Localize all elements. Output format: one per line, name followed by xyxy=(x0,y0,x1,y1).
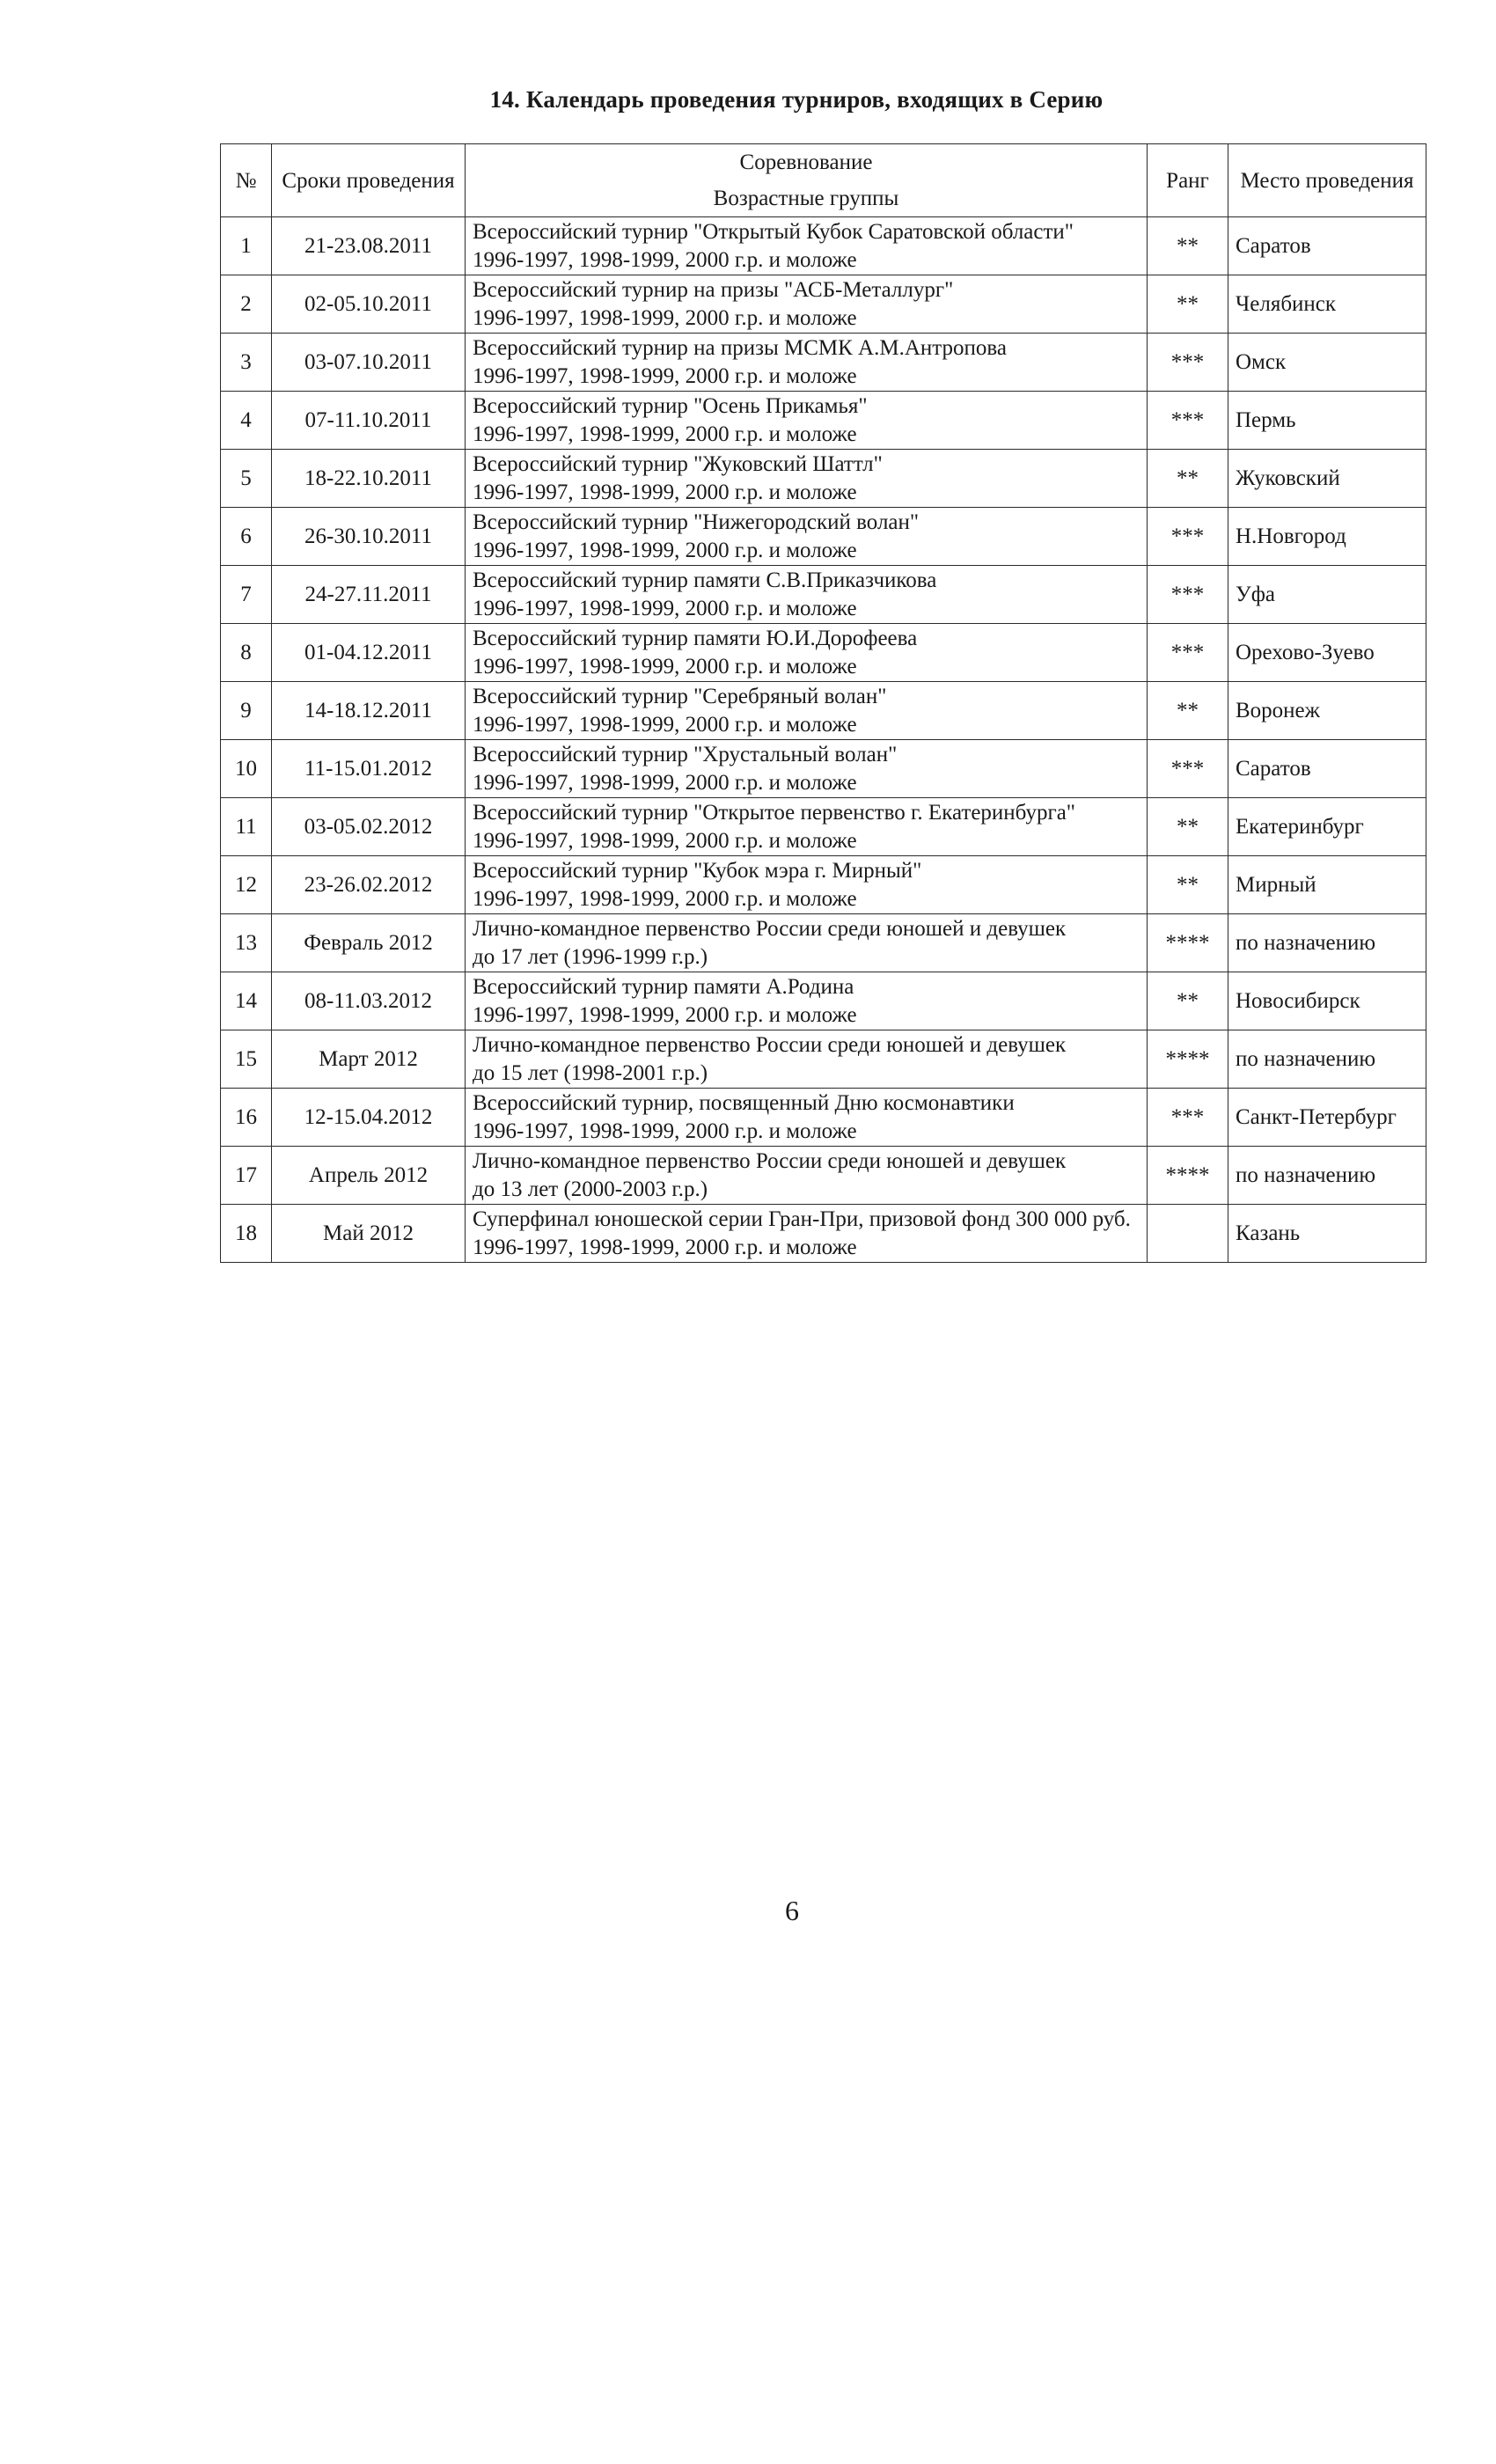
table-row xyxy=(221,1205,1426,1263)
row-competition xyxy=(466,856,1148,914)
competition-name: Всероссийский турнир памяти С.В.Приказчикова xyxy=(473,568,937,592)
row-number: 14 xyxy=(221,972,272,1030)
table-row xyxy=(221,1030,1426,1089)
row-competition xyxy=(466,1205,1148,1263)
row-rank: ** xyxy=(1148,217,1228,275)
competition-age-groups: 1996-1997, 1998-1999, 2000 г.р. и моложе xyxy=(473,597,857,620)
row-competition xyxy=(466,798,1148,856)
competition-age-groups: 1996-1997, 1998-1999, 2000 г.р. и моложе xyxy=(473,1119,857,1143)
table-row xyxy=(221,972,1426,1030)
row-competition xyxy=(466,624,1148,682)
table-row xyxy=(221,217,1426,275)
row-place: Пермь xyxy=(1228,392,1426,450)
header-age-groups-label: Возрастные группы xyxy=(713,187,899,210)
row-number: 3 xyxy=(221,334,272,392)
row-rank: ** xyxy=(1148,275,1228,334)
competition-name: Лично-командное первенство России среди юношей и девушек xyxy=(473,1033,1067,1057)
row-rank: *** xyxy=(1148,740,1228,798)
competition-name: Всероссийский турнир, посвященный Дню космонавтики xyxy=(473,1091,1015,1115)
row-place: по назначению xyxy=(1228,1030,1426,1089)
row-number: 10 xyxy=(221,740,272,798)
competition-name: Всероссийский турнир "Открытый Кубок Саратовской области" xyxy=(473,220,1074,244)
row-place: Новосибирск xyxy=(1228,972,1426,1030)
row-rank: ** xyxy=(1148,798,1228,856)
row-number: 2 xyxy=(221,275,272,334)
row-rank: ** xyxy=(1148,856,1228,914)
row-number: 12 xyxy=(221,856,272,914)
row-competition xyxy=(466,1089,1148,1147)
row-rank: *** xyxy=(1148,566,1228,624)
table-row xyxy=(221,624,1426,682)
row-place: Казань xyxy=(1228,1205,1426,1263)
competition-name: Всероссийский турнир на призы "АСБ-Металлург" xyxy=(473,278,954,302)
row-place: по назначению xyxy=(1228,1147,1426,1205)
competition-age-groups: 1996-1997, 1998-1999, 2000 г.р. и моложе xyxy=(473,306,857,330)
header-competition xyxy=(466,144,1148,217)
competition-name: Всероссийский турнир на призы МСМК А.М.Антропова xyxy=(473,336,1007,360)
row-dates: 07-11.10.2011 xyxy=(272,392,466,450)
competition-name: Всероссийский турнир "Открытое первенство г. Екатеринбурга" xyxy=(473,801,1076,825)
row-rank: *** xyxy=(1148,334,1228,392)
row-dates: Февраль 2012 xyxy=(272,914,466,972)
competition-name: Всероссийский турнир "Нижегородский волан" xyxy=(473,510,920,534)
row-number: 17 xyxy=(221,1147,272,1205)
row-competition xyxy=(466,392,1148,450)
row-rank: ** xyxy=(1148,682,1228,740)
row-place: Уфа xyxy=(1228,566,1426,624)
row-number: 13 xyxy=(221,914,272,972)
header-dates: Сроки проведения xyxy=(272,144,466,217)
competition-age-groups: 1996-1997, 1998-1999, 2000 г.р. и моложе xyxy=(473,655,857,678)
row-dates: 18-22.10.2011 xyxy=(272,450,466,508)
competition-name: Всероссийский турнир "Жуковский Шаттл" xyxy=(473,452,883,476)
row-place: Орехово-Зуево xyxy=(1228,624,1426,682)
row-place: Саратов xyxy=(1228,217,1426,275)
row-number: 6 xyxy=(221,508,272,566)
competition-age-groups: 1996-1997, 1998-1999, 2000 г.р. и моложе xyxy=(473,713,857,737)
row-number: 9 xyxy=(221,682,272,740)
competition-name: Всероссийский турнир "Кубок мэра г. Мирный" xyxy=(473,859,922,883)
row-dates: 01-04.12.2011 xyxy=(272,624,466,682)
row-rank: **** xyxy=(1148,914,1228,972)
row-competition xyxy=(466,682,1148,740)
row-dates: 03-05.02.2012 xyxy=(272,798,466,856)
row-place: Екатеринбург xyxy=(1228,798,1426,856)
row-place: Мирный xyxy=(1228,856,1426,914)
row-dates: 14-18.12.2011 xyxy=(272,682,466,740)
page-number: 6 xyxy=(785,1895,799,1926)
competition-age-groups: 1996-1997, 1998-1999, 2000 г.р. и моложе xyxy=(473,829,857,853)
table-row xyxy=(221,914,1426,972)
tournament-calendar-table xyxy=(220,143,1426,1263)
row-number: 4 xyxy=(221,392,272,450)
row-rank: ** xyxy=(1148,450,1228,508)
row-competition xyxy=(466,334,1148,392)
row-place: Н.Новгород xyxy=(1228,508,1426,566)
table-row xyxy=(221,682,1426,740)
row-competition xyxy=(466,1147,1148,1205)
competition-name: Всероссийский турнир "Серебряный волан" xyxy=(473,685,887,708)
row-dates: Май 2012 xyxy=(272,1205,466,1263)
row-number: 18 xyxy=(221,1205,272,1263)
competition-name: Всероссийский турнир "Осень Прикамья" xyxy=(473,394,868,418)
row-dates: 23-26.02.2012 xyxy=(272,856,466,914)
row-rank: **** xyxy=(1148,1030,1228,1089)
table-row xyxy=(221,798,1426,856)
competition-age-groups: 1996-1997, 1998-1999, 2000 г.р. и моложе xyxy=(473,422,857,446)
row-dates: 11-15.01.2012 xyxy=(272,740,466,798)
table-row xyxy=(221,1147,1426,1205)
row-rank: **** xyxy=(1148,1147,1228,1205)
row-dates: 24-27.11.2011 xyxy=(272,566,466,624)
table-row xyxy=(221,1089,1426,1147)
table-row xyxy=(221,450,1426,508)
row-place: Омск xyxy=(1228,334,1426,392)
table-body xyxy=(221,217,1426,1263)
row-competition xyxy=(466,914,1148,972)
competition-name: Суперфинал юношеской серии Гран-При, призовой фонд 300 000 руб. xyxy=(473,1207,1131,1231)
row-competition xyxy=(466,1030,1148,1089)
competition-age-groups: 1996-1997, 1998-1999, 2000 г.р. и моложе xyxy=(473,887,857,911)
row-place: Воронеж xyxy=(1228,682,1426,740)
competition-name: Лично-командное первенство России среди юношей и девушек xyxy=(473,1149,1067,1173)
header-num: № xyxy=(221,144,272,217)
competition-age-groups: до 15 лет (1998-2001 г.р.) xyxy=(473,1061,708,1085)
row-number: 5 xyxy=(221,450,272,508)
row-competition xyxy=(466,972,1148,1030)
table-row xyxy=(221,566,1426,624)
row-number: 1 xyxy=(221,217,272,275)
row-place: Челябинск xyxy=(1228,275,1426,334)
competition-age-groups: 1996-1997, 1998-1999, 2000 г.р. и моложе xyxy=(473,771,857,795)
row-competition xyxy=(466,740,1148,798)
row-place: Саратов xyxy=(1228,740,1426,798)
competition-name: Лично-командное первенство России среди юношей и девушек xyxy=(473,917,1067,941)
competition-age-groups: 1996-1997, 1998-1999, 2000 г.р. и моложе xyxy=(473,1003,857,1027)
table-header-row xyxy=(221,144,1426,217)
row-dates: 08-11.03.2012 xyxy=(272,972,466,1030)
table-row xyxy=(221,508,1426,566)
row-competition xyxy=(466,508,1148,566)
table-row xyxy=(221,392,1426,450)
row-rank: *** xyxy=(1148,508,1228,566)
row-dates: 12-15.04.2012 xyxy=(272,1089,466,1147)
competition-age-groups: 1996-1997, 1998-1999, 2000 г.р. и моложе xyxy=(473,364,857,388)
competition-age-groups: 1996-1997, 1998-1999, 2000 г.р. и моложе xyxy=(473,1236,857,1259)
competition-age-groups: 1996-1997, 1998-1999, 2000 г.р. и моложе xyxy=(473,480,857,504)
document-title: 14. Календарь проведения турниров, входящих в Серию xyxy=(489,86,1104,113)
row-dates: Апрель 2012 xyxy=(272,1147,466,1205)
header-competition-label: Соревнование xyxy=(739,150,873,174)
row-dates: Март 2012 xyxy=(272,1030,466,1089)
row-place: Санкт-Петербург xyxy=(1228,1089,1426,1147)
row-number: 16 xyxy=(221,1089,272,1147)
row-place: по назначению xyxy=(1228,914,1426,972)
row-dates: 02-05.10.2011 xyxy=(272,275,466,334)
row-rank: *** xyxy=(1148,392,1228,450)
row-rank xyxy=(1148,1205,1228,1263)
row-competition xyxy=(466,275,1148,334)
table-row xyxy=(221,334,1426,392)
row-dates: 26-30.10.2011 xyxy=(272,508,466,566)
row-competition xyxy=(466,566,1148,624)
row-rank: ** xyxy=(1148,972,1228,1030)
row-number: 11 xyxy=(221,798,272,856)
table-row xyxy=(221,856,1426,914)
row-competition xyxy=(466,217,1148,275)
row-dates: 03-07.10.2011 xyxy=(272,334,466,392)
row-rank: *** xyxy=(1148,624,1228,682)
competition-age-groups: 1996-1997, 1998-1999, 2000 г.р. и моложе xyxy=(473,539,857,562)
table-row xyxy=(221,275,1426,334)
header-rank: Ранг xyxy=(1148,144,1228,217)
competition-age-groups: до 13 лет (2000-2003 г.р.) xyxy=(473,1177,708,1201)
competition-name: Всероссийский турнир "Хрустальный волан" xyxy=(473,743,898,766)
competition-age-groups: 1996-1997, 1998-1999, 2000 г.р. и моложе xyxy=(473,248,857,272)
row-number: 15 xyxy=(221,1030,272,1089)
competition-age-groups: до 17 лет (1996-1999 г.р.) xyxy=(473,945,708,969)
row-number: 8 xyxy=(221,624,272,682)
row-place: Жуковский xyxy=(1228,450,1426,508)
row-competition xyxy=(466,450,1148,508)
competition-name: Всероссийский турнир памяти Ю.И.Дорофеева xyxy=(473,627,918,650)
competition-name: Всероссийский турнир памяти А.Родина xyxy=(473,975,854,999)
header-place: Место проведения xyxy=(1228,144,1426,217)
row-dates: 21-23.08.2011 xyxy=(272,217,466,275)
table-row xyxy=(221,740,1426,798)
row-number: 7 xyxy=(221,566,272,624)
row-rank: *** xyxy=(1148,1089,1228,1147)
